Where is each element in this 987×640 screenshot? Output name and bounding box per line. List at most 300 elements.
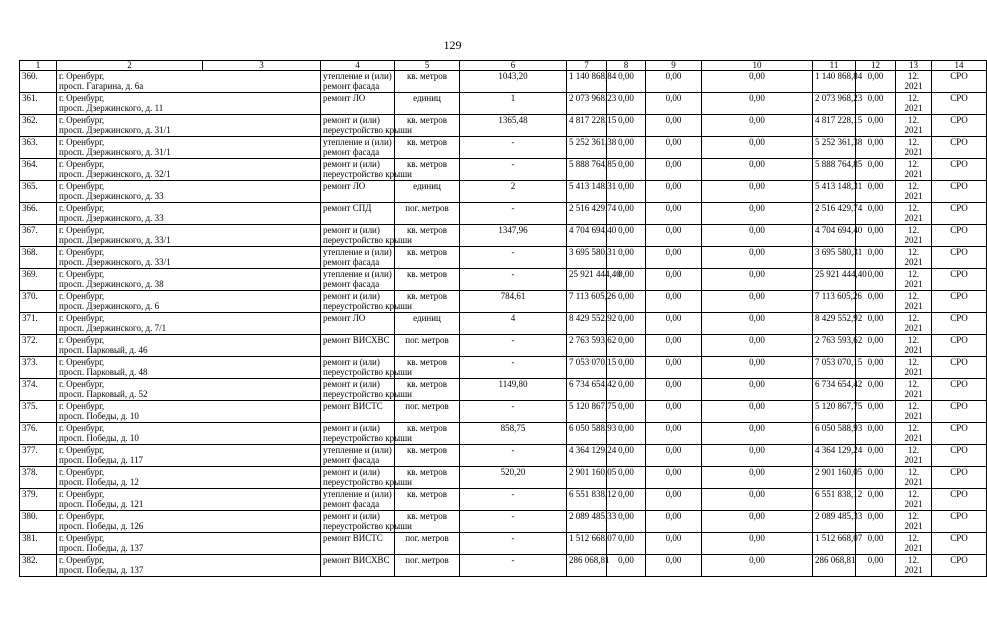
table-cell bbox=[460, 335, 567, 357]
cell-line-m2: 2021 bbox=[904, 169, 923, 179]
cell-line-w1: ремонт и (или) bbox=[323, 467, 380, 477]
cell-line-qty: 784,61 bbox=[500, 291, 526, 301]
table-cell bbox=[20, 445, 57, 467]
cell-line-w2: переустройство крыши bbox=[323, 389, 412, 399]
table-cell bbox=[813, 445, 863, 467]
table-cell bbox=[932, 467, 987, 489]
cell-line-w1: ремонт и (или) bbox=[323, 511, 380, 521]
cell-line-c: 0,00 bbox=[749, 137, 765, 147]
table-cell bbox=[395, 181, 460, 203]
column-header: 2 bbox=[57, 61, 203, 71]
cell-line-d: 4 817 228,15 bbox=[815, 115, 863, 125]
table-cell bbox=[896, 357, 932, 379]
table-row bbox=[20, 181, 987, 203]
table-cell bbox=[395, 247, 460, 269]
cell-line-m2: 2021 bbox=[904, 235, 923, 245]
table-cell bbox=[702, 93, 813, 115]
table-row bbox=[20, 467, 987, 489]
cell-line-addr1: г. Оренбург, bbox=[59, 357, 105, 367]
cell-line-e: 0,00 bbox=[867, 379, 884, 389]
cell-line-a: 0,00 bbox=[618, 225, 634, 235]
table-row bbox=[20, 401, 987, 423]
cell-line-m1: 12. bbox=[907, 489, 920, 499]
cell-line-d: 2 763 593,62 bbox=[815, 335, 863, 345]
table-cell bbox=[813, 467, 863, 489]
table-cell bbox=[567, 335, 617, 357]
table-cell bbox=[321, 225, 412, 247]
cell-line-w1: ремонт ВИСХВС bbox=[323, 555, 390, 565]
cell-line-b: 0,00 bbox=[665, 467, 682, 477]
cell-line-addr2: просп. Победы, д. 121 bbox=[59, 499, 144, 509]
cell-line-m2: 2021 bbox=[904, 433, 923, 443]
cell-line-w1: ремонт СПД bbox=[323, 203, 372, 213]
cell-line-qty: 858,75 bbox=[500, 423, 526, 433]
cell-line-addr1: г. Оренбург, bbox=[59, 225, 105, 235]
cell-line-w2: переустройство крыши bbox=[323, 477, 412, 487]
table-cell bbox=[646, 291, 702, 313]
cell-line-unit: единиц bbox=[413, 313, 441, 323]
cell-line-unit: единиц bbox=[413, 93, 441, 103]
cell-line-unit: кв. метров bbox=[406, 357, 448, 367]
column-header: 6 bbox=[460, 61, 567, 71]
table-cell bbox=[395, 71, 460, 93]
cell-line-total: 2 763 593,62 bbox=[569, 335, 617, 345]
cell-line-total: 286 068,81 bbox=[569, 555, 610, 565]
cell-line-total: 6 551 838,12 bbox=[569, 489, 617, 499]
cell-line-total: 7 113 605,26 bbox=[569, 291, 616, 301]
cell-line-e: 0,00 bbox=[867, 489, 884, 499]
cell-line-c: 0,00 bbox=[749, 533, 765, 543]
cell-line-n: 380. bbox=[22, 511, 38, 521]
table-cell bbox=[896, 555, 932, 577]
table-cell bbox=[460, 533, 567, 555]
cell-line-src: СРО bbox=[950, 357, 968, 367]
cell-line-w2: ремонт фасада bbox=[323, 279, 380, 289]
cell-line-addr2: просп. Дзержинского, д. 38 bbox=[59, 279, 164, 289]
cell-line-addr1: г. Оренбург, bbox=[59, 401, 105, 411]
table-cell bbox=[20, 225, 57, 247]
cell-line-addr2: просп. Победы, д. 126 bbox=[59, 521, 144, 531]
cell-line-total: 3 695 580,31 bbox=[569, 247, 617, 257]
table-cell bbox=[813, 379, 863, 401]
table-cell bbox=[702, 269, 813, 291]
cell-line-total: 2 901 160,05 bbox=[569, 467, 617, 477]
table-cell bbox=[321, 401, 395, 423]
cell-line-d: 6 551 838,12 bbox=[815, 489, 863, 499]
cell-line-total: 4 817 228,15 bbox=[569, 115, 617, 125]
cell-line-n: 369. bbox=[22, 269, 38, 279]
cell-line-src: СРО bbox=[950, 467, 968, 477]
cell-line-addr2: просп. Дзержинского, д. 33/1 bbox=[59, 257, 171, 267]
table-cell bbox=[896, 313, 932, 335]
cell-line-addr2: просп. Победы, д. 10 bbox=[59, 433, 139, 443]
cell-line-qty: - bbox=[511, 445, 515, 455]
cell-line-unit: кв. метров bbox=[406, 269, 448, 279]
cell-line-b: 0,00 bbox=[665, 225, 682, 235]
cell-line-e: 0,00 bbox=[867, 313, 884, 323]
cell-line-d: 5 413 148,31 bbox=[815, 181, 863, 191]
table-cell bbox=[57, 225, 321, 247]
table-cell bbox=[646, 137, 702, 159]
cell-line-m2: 2021 bbox=[904, 191, 923, 201]
cell-line-src: СРО bbox=[950, 93, 968, 103]
column-header: 5 bbox=[395, 61, 460, 71]
cell-line-d: 4 704 694,40 bbox=[815, 225, 863, 235]
cell-line-w1: утепление и (или) bbox=[323, 489, 392, 499]
cell-line-qty: - bbox=[511, 555, 515, 565]
table-cell bbox=[932, 93, 987, 115]
table-cell bbox=[932, 533, 987, 555]
table-cell bbox=[896, 115, 932, 137]
table-cell bbox=[460, 181, 567, 203]
table-cell bbox=[567, 203, 617, 225]
table-cell bbox=[57, 335, 321, 357]
table-cell bbox=[321, 93, 395, 115]
table-cell bbox=[20, 159, 57, 181]
cell-line-n: 373. bbox=[22, 357, 38, 367]
cell-line-qty: 1347,96 bbox=[498, 225, 528, 235]
table-cell bbox=[460, 423, 567, 445]
cell-line-total: 2 073 968,23 bbox=[569, 93, 617, 103]
table-row bbox=[20, 225, 987, 247]
table-cell bbox=[567, 181, 617, 203]
cell-line-b: 0,00 bbox=[665, 401, 682, 411]
table-cell bbox=[702, 71, 813, 93]
table-cell bbox=[932, 511, 987, 533]
table-cell bbox=[57, 181, 321, 203]
table-cell bbox=[702, 555, 813, 577]
cell-line-qty: 2 bbox=[510, 181, 516, 191]
cell-line-n: 381. bbox=[22, 533, 38, 543]
table-cell bbox=[20, 467, 57, 489]
cell-line-e: 0,00 bbox=[867, 269, 884, 279]
table-cell bbox=[395, 401, 460, 423]
cell-line-unit: кв. метров bbox=[406, 489, 448, 499]
table-cell bbox=[702, 225, 813, 247]
table-cell bbox=[813, 313, 863, 335]
cell-line-c: 0,00 bbox=[749, 71, 765, 81]
cell-line-b: 0,00 bbox=[665, 511, 682, 521]
table-cell bbox=[460, 555, 567, 577]
table-cell bbox=[896, 335, 932, 357]
table-cell bbox=[813, 203, 863, 225]
table-cell bbox=[57, 159, 321, 181]
table-row bbox=[20, 511, 987, 533]
cell-line-b: 0,00 bbox=[665, 203, 682, 213]
cell-line-addr1: г. Оренбург, bbox=[59, 423, 105, 433]
cell-line-total: 1 140 868,84 bbox=[569, 71, 617, 81]
cell-line-addr1: г. Оренбург, bbox=[59, 291, 105, 301]
cell-line-m2: 2021 bbox=[904, 477, 923, 487]
cell-line-addr2: просп. Дзержинского, д. 33/1 bbox=[59, 235, 171, 245]
cell-line-d: 4 364 129,24 bbox=[815, 445, 863, 455]
table-cell bbox=[20, 93, 57, 115]
table-cell bbox=[646, 511, 702, 533]
table-cell bbox=[646, 423, 702, 445]
cell-line-e: 0,00 bbox=[867, 555, 884, 565]
cell-line-m2: 2021 bbox=[904, 323, 923, 333]
cell-line-c: 0,00 bbox=[749, 511, 765, 521]
table-cell bbox=[896, 269, 932, 291]
table-cell bbox=[856, 555, 896, 577]
cell-line-w1: ремонт ЛО bbox=[323, 93, 366, 103]
table-cell bbox=[813, 555, 856, 577]
cell-line-w1: ремонт ЛО bbox=[323, 313, 366, 323]
cell-line-b: 0,00 bbox=[665, 93, 682, 103]
cell-line-c: 0,00 bbox=[749, 269, 765, 279]
table-cell bbox=[395, 269, 460, 291]
cell-line-m1: 12. bbox=[907, 357, 920, 367]
table-cell bbox=[932, 555, 987, 577]
column-header: 4 bbox=[321, 61, 395, 71]
cell-line-m1: 12. bbox=[907, 291, 920, 301]
table-cell bbox=[57, 379, 321, 401]
table-cell bbox=[646, 159, 702, 181]
table-cell bbox=[460, 71, 567, 93]
cell-line-total: 5 888 764,85 bbox=[569, 159, 617, 169]
table-cell bbox=[57, 115, 321, 137]
cell-line-c: 0,00 bbox=[749, 467, 765, 477]
cell-line-addr1: г. Оренбург, bbox=[59, 467, 105, 477]
cell-line-qty: 1 bbox=[510, 93, 516, 103]
page-number: 129 bbox=[443, 38, 462, 52]
cell-line-total: 2 516 429,74 bbox=[569, 203, 617, 213]
table-cell bbox=[567, 467, 617, 489]
table-cell bbox=[702, 467, 813, 489]
table-cell bbox=[460, 379, 567, 401]
table-cell bbox=[646, 555, 702, 577]
table-cell bbox=[20, 555, 57, 577]
table-row bbox=[20, 379, 987, 401]
cell-line-c: 0,00 bbox=[749, 159, 765, 169]
cell-line-addr2: просп. Победы, д. 137 bbox=[59, 543, 144, 553]
cell-line-w1: утепление и (или) bbox=[323, 247, 392, 257]
cell-line-b: 0,00 bbox=[665, 445, 682, 455]
cell-line-d: 2 901 160,05 bbox=[815, 467, 863, 477]
cell-line-src: СРО bbox=[950, 423, 968, 433]
cell-line-e: 0,00 bbox=[867, 445, 884, 455]
table-cell bbox=[395, 93, 460, 115]
table-cell bbox=[20, 423, 57, 445]
cell-line-n: 360. bbox=[22, 71, 38, 81]
cell-line-qty: - bbox=[511, 511, 515, 521]
cell-line-b: 0,00 bbox=[665, 423, 682, 433]
table-cell bbox=[567, 423, 617, 445]
cell-line-a: 0,00 bbox=[618, 489, 634, 499]
cell-line-m2: 2021 bbox=[904, 499, 923, 509]
cell-line-unit: пог. метров bbox=[405, 555, 449, 565]
cell-line-e: 0,00 bbox=[867, 511, 884, 521]
cell-line-m2: 2021 bbox=[904, 257, 923, 267]
table-cell bbox=[702, 445, 813, 467]
cell-line-n: 367. bbox=[22, 225, 38, 235]
cell-line-c: 0,00 bbox=[749, 115, 765, 125]
cell-line-qty: 520,20 bbox=[500, 467, 526, 477]
cell-line-src: СРО bbox=[950, 269, 968, 279]
table-cell bbox=[896, 247, 932, 269]
table-row bbox=[20, 115, 987, 137]
table-cell bbox=[932, 247, 987, 269]
table-cell bbox=[460, 159, 567, 181]
cell-line-m1: 12. bbox=[907, 137, 920, 147]
table-cell bbox=[460, 511, 567, 533]
table-cell bbox=[321, 115, 412, 137]
cell-line-m2: 2021 bbox=[904, 301, 923, 311]
table-cell bbox=[567, 379, 617, 401]
table-cell bbox=[896, 71, 932, 93]
cell-line-src: СРО bbox=[950, 555, 968, 565]
cell-line-b: 0,00 bbox=[665, 555, 682, 565]
cell-line-addr2: просп. Победы, д. 137 bbox=[59, 565, 144, 575]
table-cell bbox=[813, 181, 863, 203]
table-cell bbox=[646, 335, 702, 357]
cell-line-addr2: просп. Дзержинского, д. 31/1 bbox=[59, 125, 171, 135]
table-cell bbox=[813, 225, 863, 247]
cell-line-src: СРО bbox=[950, 159, 968, 169]
table-cell bbox=[460, 269, 567, 291]
cell-line-c: 0,00 bbox=[749, 555, 765, 565]
table-cell bbox=[932, 159, 987, 181]
cell-line-addr1: г. Оренбург, bbox=[59, 71, 105, 81]
column-header: 9 bbox=[646, 61, 702, 71]
table-row bbox=[20, 159, 987, 181]
table-cell bbox=[460, 137, 567, 159]
table-cell bbox=[321, 335, 395, 357]
column-header: 13 bbox=[896, 61, 932, 71]
table-cell bbox=[57, 489, 321, 511]
table-cell bbox=[932, 203, 987, 225]
cell-line-a: 0,00 bbox=[618, 335, 634, 345]
cell-line-total: 5 413 148,31 bbox=[569, 181, 617, 191]
cell-line-n: 362. bbox=[22, 115, 38, 125]
table-cell bbox=[395, 445, 460, 467]
cell-line-b: 0,00 bbox=[665, 357, 682, 367]
table-cell bbox=[20, 335, 57, 357]
table-cell bbox=[567, 159, 617, 181]
table-cell bbox=[896, 93, 932, 115]
column-header: 10 bbox=[702, 61, 813, 71]
table-cell bbox=[321, 313, 395, 335]
cell-line-w1: ремонт и (или) bbox=[323, 159, 380, 169]
cell-line-a: 0,00 bbox=[618, 533, 634, 543]
table-row bbox=[20, 93, 987, 115]
cell-line-m1: 12. bbox=[907, 335, 920, 345]
cell-line-d: 2 089 485,33 bbox=[815, 511, 863, 521]
table-cell bbox=[567, 93, 617, 115]
table-cell bbox=[646, 379, 702, 401]
cell-line-c: 0,00 bbox=[749, 489, 765, 499]
cell-line-e: 0,00 bbox=[867, 137, 884, 147]
cell-line-b: 0,00 bbox=[665, 335, 682, 345]
cell-line-e: 0,00 bbox=[867, 291, 884, 301]
cell-line-total: 1 512 668,07 bbox=[569, 533, 617, 543]
table-cell bbox=[702, 115, 813, 137]
table-cell bbox=[702, 511, 813, 533]
cell-line-addr1: г. Оренбург, bbox=[59, 93, 105, 103]
cell-line-d: 6 734 654,42 bbox=[815, 379, 863, 389]
cell-line-b: 0,00 bbox=[665, 313, 682, 323]
cell-line-m1: 12. bbox=[907, 423, 920, 433]
table-cell bbox=[321, 159, 412, 181]
cell-line-m2: 2021 bbox=[904, 521, 923, 531]
table-cell bbox=[20, 247, 57, 269]
table-cell bbox=[567, 137, 617, 159]
table-cell bbox=[702, 247, 813, 269]
cell-line-w1: ремонт и (или) bbox=[323, 291, 380, 301]
table-cell bbox=[321, 511, 412, 533]
table-cell bbox=[20, 203, 57, 225]
cell-line-src: СРО bbox=[950, 71, 968, 81]
cell-line-src: СРО bbox=[950, 379, 968, 389]
cell-line-unit: кв. метров bbox=[406, 115, 448, 125]
table-cell bbox=[20, 489, 57, 511]
cell-line-m2: 2021 bbox=[904, 147, 923, 157]
cell-line-m1: 12. bbox=[907, 247, 920, 257]
cell-line-addr2: просп. Победы, д. 117 bbox=[59, 455, 144, 465]
table-cell bbox=[702, 335, 813, 357]
table-cell bbox=[896, 181, 932, 203]
table-cell bbox=[702, 159, 813, 181]
table-cell bbox=[646, 269, 702, 291]
table-cell bbox=[321, 445, 395, 467]
table-cell bbox=[20, 511, 57, 533]
table-cell bbox=[20, 269, 57, 291]
cell-line-addr1: г. Оренбург, bbox=[59, 115, 105, 125]
cell-line-qty: 1365,48 bbox=[498, 115, 528, 125]
cell-line-addr1: г. Оренбург, bbox=[59, 247, 105, 257]
table-cell bbox=[395, 555, 460, 577]
cell-line-unit: пог. метров bbox=[405, 203, 449, 213]
cell-line-addr2: просп. Парковый, д. 52 bbox=[59, 389, 148, 399]
cell-line-total: 25 921 444,40 bbox=[569, 269, 621, 279]
table-row bbox=[20, 335, 987, 357]
table-cell bbox=[567, 357, 617, 379]
cell-line-d: 286 068,81 bbox=[815, 555, 856, 565]
cell-line-b: 0,00 bbox=[665, 71, 682, 81]
cell-line-unit: кв. метров bbox=[406, 423, 448, 433]
cell-line-unit: кв. метров bbox=[406, 379, 448, 389]
cell-line-e: 0,00 bbox=[867, 115, 884, 125]
table-cell bbox=[460, 93, 567, 115]
table-cell bbox=[460, 357, 567, 379]
cell-line-a: 0,00 bbox=[618, 423, 634, 433]
table-cell bbox=[395, 533, 460, 555]
table-cell bbox=[57, 203, 321, 225]
table-cell bbox=[321, 379, 412, 401]
table-cell bbox=[20, 401, 57, 423]
table-cell bbox=[460, 489, 567, 511]
table-cell bbox=[321, 181, 395, 203]
cell-line-c: 0,00 bbox=[749, 379, 765, 389]
table-row bbox=[20, 247, 987, 269]
table-cell bbox=[896, 401, 932, 423]
table-cell bbox=[567, 225, 617, 247]
cell-line-w2: переустройство крыши bbox=[323, 169, 412, 179]
cell-line-d: 2 516 429,74 bbox=[815, 203, 863, 213]
cell-line-c: 0,00 bbox=[749, 335, 765, 345]
table-cell bbox=[646, 203, 702, 225]
table-cell bbox=[702, 291, 813, 313]
cell-line-m2: 2021 bbox=[904, 345, 923, 355]
cell-line-d: 5 252 361,38 bbox=[815, 137, 863, 147]
table-cell bbox=[460, 313, 567, 335]
cell-line-addr1: г. Оренбург, bbox=[59, 203, 105, 213]
table-cell bbox=[932, 379, 987, 401]
table-cell bbox=[57, 533, 321, 555]
table-row bbox=[20, 269, 987, 291]
table-row bbox=[20, 291, 987, 313]
cell-line-addr2: просп. Парковый, д. 46 bbox=[59, 345, 148, 355]
